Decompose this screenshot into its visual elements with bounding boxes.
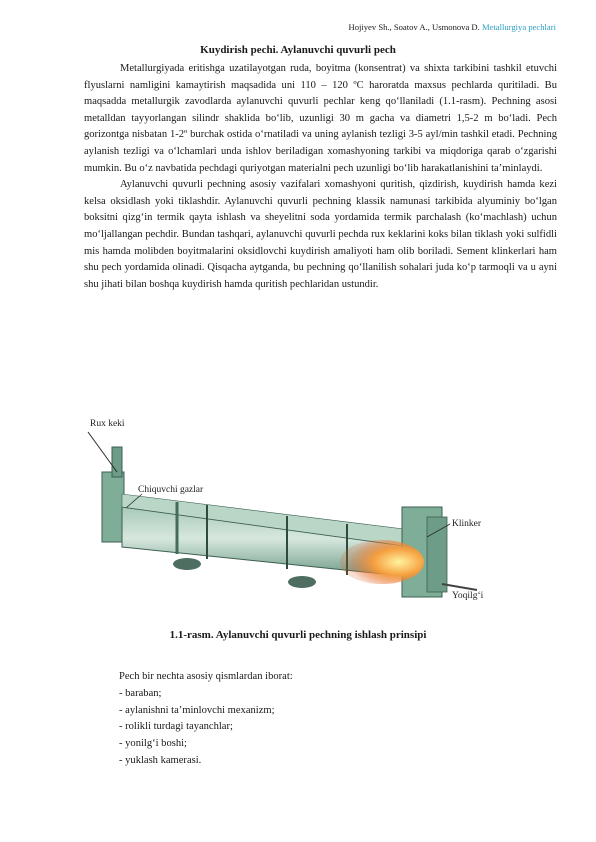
list-item: - yonilg‘i boshi; xyxy=(119,738,187,750)
section-title: Kuydirish pechi. Aylanuvchi quvurli pech xyxy=(200,44,396,56)
label-rux-keki: Rux keki xyxy=(90,419,125,429)
paragraph: Metallurgiyada eritishga uzatilayotgan ruda, boyitma (konsentrat) va shixta tarkibini tashkil etuvchi flyuslarni namligini kamaytirish maqsadida uni 110 – 120 ºC haroratda maxsus pechlarda quritiladi. Bu maqsadda metallurgik zavodlarda aylanuvchi quvurli pechlar keng qo‘llaniladi (1.1-rasm). Pechning asosi metalldan tayyorlangan silindr shaklida bo‘lib, uzunligi 30 m gacha va diametri 1,5-2 m bo‘ladi. Pech gorizontga nisbatan 1-2º burchak ostida o‘rnatiladi va uning aylanish tezligi 3-5 ayl/min tashkil etadi. Pechning aylanish tezligi va o‘lchamlari unda ishlov beriladigan xomashyoning tarkibi va miqdoriga qarab o‘zgarishi mumkin. Bu o‘z navbatida pechdagi quriyotgan materialni pech uzunligi bo‘lib harakatlanishini ta’minlaydi. xyxy=(84,63,557,174)
feed-hopper xyxy=(88,432,124,542)
figure-caption: 1.1-rasm. Aylanuvchi quvurli pechning ishlash prinsipi xyxy=(169,629,427,641)
list-intro: Pech bir nechta asosiy qismlardan iborat: xyxy=(119,671,293,682)
page-header xyxy=(348,22,556,32)
list-item: - rolikli turdagi tayanchlar; xyxy=(119,721,233,733)
body-text xyxy=(84,61,557,293)
list-item: - yuklash kamerasi. xyxy=(119,754,202,766)
paragraph: Aylanuvchi quvurli pechning asosiy vazifalari xomashyoni quritish, qizdirish, kuydirish hamda kezi kelsa oksidlash yoki tiklashdir. Aylanuvchi quvurli pechning klassik namunasi tarkibida alyuminiy bo‘lgan boksitni qizg‘in termik qayta ishlash va sheyelitni soda yordamida termik parchalash (ko‘machlash) uchun mo‘ljallangan pechdir. Bundan tashqari, aylanuvchi quvurli pechda rux keklarini koks bilan tiklash yoki sulfidli mis hamda molibden boyitmalarini oksidlovchi kuydirish amaliyoti ham olib boriladi. Sement klinkerlari ham shu pech yordamida olinadi. Qisqacha aytganda, bu pechning qo‘llanilish sohalari juda ko‘p tarmoqli va u ayni shu jihati bilan boshqa kuydirish hamda quritish pechlaridan ustundir. xyxy=(84,179,557,290)
list-item: - baraban; xyxy=(119,687,162,699)
kiln-figure xyxy=(82,412,502,606)
list-item: - aylanishni ta’minlovchi mexanizm; xyxy=(119,704,275,716)
header-book-title: Metallurgiya pechlari xyxy=(481,22,556,32)
label-klinker: Klinker xyxy=(452,519,482,529)
parts-list xyxy=(119,669,293,770)
label-chiquvchi-gazlar: Chiquvchi gazlar xyxy=(138,485,204,495)
rotary-kiln-illustration xyxy=(82,412,502,606)
header-authors: Hojiyev Sh., Soatov A., Usmonova D. xyxy=(348,22,480,32)
label-yoqilgi: Yoqilg‘i xyxy=(452,591,484,601)
